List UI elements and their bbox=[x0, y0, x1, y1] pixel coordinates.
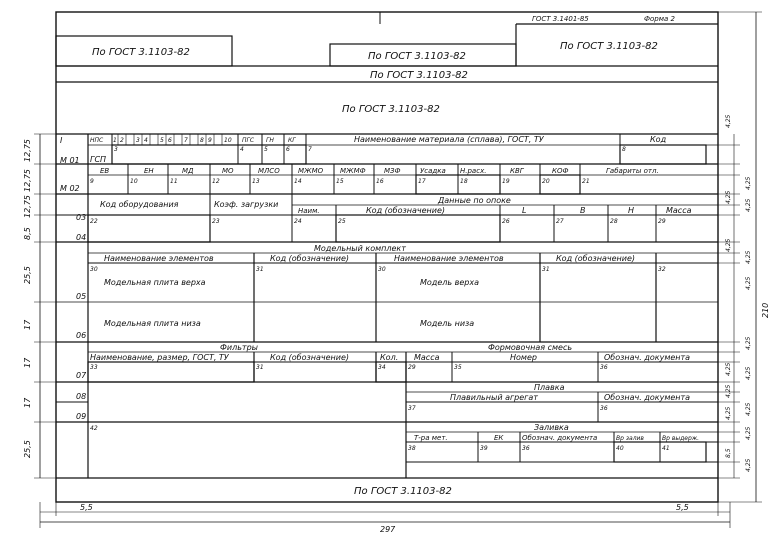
melting-unit: Плавильный агрегат bbox=[450, 393, 538, 402]
cell-5: 5 bbox=[160, 137, 164, 144]
cell-1: 1 bbox=[113, 137, 117, 144]
num-36b: 36 bbox=[600, 405, 608, 412]
filter-code: Код (обозначение) bbox=[270, 353, 349, 362]
ref-header-3: По ГОСТ 3.1103-82 bbox=[560, 41, 658, 52]
num-22: 22 bbox=[90, 218, 98, 225]
num-10: 10 bbox=[130, 178, 138, 185]
num-12: 12 bbox=[212, 178, 220, 185]
cell-2: 2 bbox=[120, 137, 124, 144]
num-8: 8 bbox=[622, 146, 626, 153]
m02-mlso: МЛСО bbox=[258, 167, 280, 175]
top-plate: Модельная плита верха bbox=[104, 278, 206, 287]
equip-code-header: Код оборудования bbox=[100, 200, 179, 209]
dim-left-1: 12,75 bbox=[23, 139, 32, 162]
cell-gn: ГН bbox=[266, 137, 274, 144]
cell-pgs: ПГС bbox=[242, 137, 255, 144]
num-21: 21 bbox=[582, 178, 590, 185]
num-18: 18 bbox=[460, 178, 468, 185]
bottom-model: Модель низа bbox=[420, 319, 475, 328]
num-29: 29 bbox=[658, 218, 666, 225]
num-28: 28 bbox=[610, 218, 618, 225]
m02-kvg: КВГ bbox=[510, 167, 524, 175]
num-42: 42 bbox=[90, 425, 98, 432]
bottom-plate: Модельная плита низа bbox=[104, 319, 201, 328]
num-36a: 36 bbox=[600, 364, 608, 371]
model-code-2: Код (обозначение) bbox=[556, 254, 635, 263]
num-3: 3 bbox=[114, 146, 118, 153]
num-29b: 29 bbox=[408, 364, 416, 371]
model-kit-title: Модельный комплект bbox=[314, 244, 406, 253]
row-label-04: 04 bbox=[76, 233, 87, 242]
m02-md: МД bbox=[182, 167, 194, 175]
dim-left-4: 8,5 bbox=[23, 227, 32, 240]
filter-qty: Кол. bbox=[380, 353, 399, 362]
top-model: Модель верха bbox=[420, 278, 479, 287]
m02-ev: ЕВ bbox=[100, 167, 110, 175]
cell-8: 8 bbox=[200, 137, 204, 144]
dim-right-16: 4,25 bbox=[745, 458, 752, 472]
num-9: 9 bbox=[90, 178, 94, 185]
num-33: 33 bbox=[90, 364, 98, 371]
dim-right-12: 4,25 bbox=[745, 402, 752, 416]
ref-header-1: По ГОСТ 3.1103-82 bbox=[92, 47, 190, 58]
dim-margin-left: 5,5 bbox=[80, 503, 93, 512]
m02-mzhmo: МЖМО bbox=[298, 167, 324, 175]
filter-name: Наименование, размер, ГОСТ, ТУ bbox=[90, 353, 229, 362]
row-label-09: 09 bbox=[76, 412, 87, 421]
model-elem-name-1: Наименование элементов bbox=[104, 254, 214, 263]
row-label-03: 03 bbox=[76, 213, 87, 222]
dim-right-13: 4,25 bbox=[725, 406, 732, 420]
m02-mo: МО bbox=[222, 167, 234, 175]
dim-right-10: 4,25 bbox=[745, 366, 752, 380]
num-17: 17 bbox=[418, 178, 426, 185]
model-code-1: Код (обозначение) bbox=[270, 254, 349, 263]
dim-right-2: 4,25 bbox=[745, 176, 752, 190]
num-23: 23 bbox=[212, 218, 220, 225]
dim-right-6: 4,25 bbox=[745, 250, 752, 264]
num-11: 11 bbox=[170, 178, 178, 185]
dim-left-5: 25,5 bbox=[23, 266, 32, 284]
row-label-07: 07 bbox=[76, 371, 87, 380]
m02-nrash: Н.расх. bbox=[460, 167, 487, 175]
dim-left-8: 17 bbox=[23, 397, 32, 408]
filters-title: Фильтры bbox=[220, 343, 258, 352]
dim-margin-right: 5,5 bbox=[676, 503, 689, 512]
num-38: 38 bbox=[408, 445, 416, 452]
pouring-temp: Т-ра мет. bbox=[414, 434, 448, 442]
dim-total-width: 297 bbox=[380, 525, 396, 534]
flask-mass: Масса bbox=[666, 206, 692, 215]
num-20: 20 bbox=[542, 178, 550, 185]
right-dimensions bbox=[718, 12, 762, 502]
ref-header-2: По ГОСТ 3.1103-82 bbox=[368, 51, 466, 62]
num-13: 13 bbox=[252, 178, 260, 185]
num-19: 19 bbox=[502, 178, 510, 185]
num-15: 15 bbox=[336, 178, 344, 185]
pouring-title: Заливка bbox=[534, 423, 569, 432]
mix-mass: Масса bbox=[414, 353, 440, 362]
row-label-06: 06 bbox=[76, 331, 87, 340]
num-30b: 30 bbox=[378, 266, 386, 273]
dim-right-1: 4,25 bbox=[725, 114, 732, 128]
dim-left-7: 17 bbox=[23, 357, 32, 368]
dim-total-height: 210 bbox=[761, 302, 770, 318]
num-6: 6 bbox=[286, 146, 290, 153]
flask-H: Н bbox=[628, 206, 635, 215]
num-14: 14 bbox=[294, 178, 302, 185]
cell-nps: НПС bbox=[90, 137, 104, 144]
cell-9: 9 bbox=[208, 137, 212, 144]
cell-3: 3 bbox=[136, 137, 140, 144]
num-34: 34 bbox=[378, 364, 386, 371]
m02-en: ЕН bbox=[144, 167, 154, 175]
flask-B: В bbox=[580, 206, 586, 215]
num-35: 35 bbox=[454, 364, 462, 371]
num-31a: 31 bbox=[256, 266, 264, 273]
flask-name: Наим. bbox=[298, 207, 320, 215]
num-27: 27 bbox=[556, 218, 564, 225]
cell-kg: КГ bbox=[288, 137, 296, 144]
cell-10: 10 bbox=[224, 137, 232, 144]
dim-right-15: 8,5 bbox=[725, 448, 732, 458]
m02-kof: КОФ bbox=[552, 167, 569, 175]
num-26: 26 bbox=[502, 218, 510, 225]
num-32: 32 bbox=[658, 266, 666, 273]
dim-right-4: 4,25 bbox=[745, 198, 752, 212]
m02-mzhmf: МЖМФ bbox=[340, 167, 366, 175]
dim-right-3: 4,25 bbox=[725, 190, 732, 204]
dim-right-5: 4,25 bbox=[725, 238, 732, 252]
pouring-ek: ЕК bbox=[494, 434, 504, 442]
gsp-label: ГСП bbox=[90, 155, 107, 164]
m02-usadka: Усадка bbox=[420, 167, 446, 175]
num-7: 7 bbox=[308, 146, 312, 153]
pouring-time: Вр залив bbox=[616, 435, 644, 442]
m02-mzf: МЗФ bbox=[384, 167, 401, 175]
left-dimensions bbox=[34, 134, 56, 478]
model-elem-name-2: Наименование элементов bbox=[394, 254, 504, 263]
cell-6: 6 bbox=[168, 137, 172, 144]
row-label-m02: М 02 bbox=[60, 184, 80, 193]
num-31c: 31 bbox=[256, 364, 264, 371]
row-label-08: 08 bbox=[76, 392, 87, 401]
num-31b: 31 bbox=[542, 266, 550, 273]
num-16: 16 bbox=[376, 178, 384, 185]
pouring-doc: Обознач. документа bbox=[522, 434, 598, 442]
form-label: Форма 2 bbox=[644, 15, 676, 23]
num-37: 37 bbox=[408, 405, 416, 412]
dim-right-11: 4,25 bbox=[725, 384, 732, 398]
flask-data-header: Данные по опоке bbox=[438, 196, 511, 205]
dim-right-7: 4,25 bbox=[745, 276, 752, 290]
dim-right-9: 4,25 bbox=[725, 362, 732, 376]
row-label-m01: М 01 bbox=[60, 156, 80, 165]
cell-7: 7 bbox=[184, 137, 188, 144]
load-coef-header: Коэф. загрузки bbox=[214, 200, 279, 209]
flask-L: L bbox=[522, 206, 527, 215]
row-label-1: I bbox=[60, 136, 63, 145]
num-30a: 30 bbox=[90, 266, 98, 273]
num-39: 39 bbox=[480, 445, 488, 452]
flask-code: Код (обозначение) bbox=[366, 206, 445, 215]
melting-title: Плавка bbox=[534, 383, 565, 392]
num-25: 25 bbox=[338, 218, 346, 225]
dim-right-8: 4,25 bbox=[745, 336, 752, 350]
mix-number: Номер bbox=[510, 353, 537, 362]
m02-gabarity: Габариты отл. bbox=[606, 167, 659, 175]
melting-doc: Обознач. документа bbox=[604, 393, 691, 402]
num-36c: 36 bbox=[522, 445, 530, 452]
molding-mix-title: Формовочная смесь bbox=[488, 343, 573, 352]
dim-left-9: 25,5 bbox=[23, 440, 32, 458]
form-standard: ГОСТ 3.1401-85 bbox=[532, 15, 589, 23]
num-24: 24 bbox=[294, 218, 302, 225]
dim-left-3: 12,75 bbox=[23, 195, 32, 218]
row-label-05: 05 bbox=[76, 292, 87, 301]
num-5: 5 bbox=[264, 146, 268, 153]
pouring-hold: Вр выдерж. bbox=[662, 435, 700, 442]
material-header: Наименование материала (сплава), ГОСТ, ТУ bbox=[354, 135, 544, 144]
dim-left-6: 17 bbox=[23, 319, 32, 330]
num-41: 41 bbox=[662, 445, 670, 452]
dim-right-14: 4,25 bbox=[745, 426, 752, 440]
num-4: 4 bbox=[240, 146, 244, 153]
ref-header-4: По ГОСТ 3.1103-82 bbox=[370, 70, 468, 81]
code-header: Код bbox=[650, 135, 667, 144]
dim-left-2: 12,75 bbox=[23, 169, 32, 192]
mix-doc: Обознач. документа bbox=[604, 353, 691, 362]
ref-header-5: По ГОСТ 3.1103-82 bbox=[342, 104, 440, 115]
num-40: 40 bbox=[616, 445, 624, 452]
cell-4: 4 bbox=[144, 137, 148, 144]
ref-footer: По ГОСТ 3.1103-82 bbox=[354, 486, 452, 497]
